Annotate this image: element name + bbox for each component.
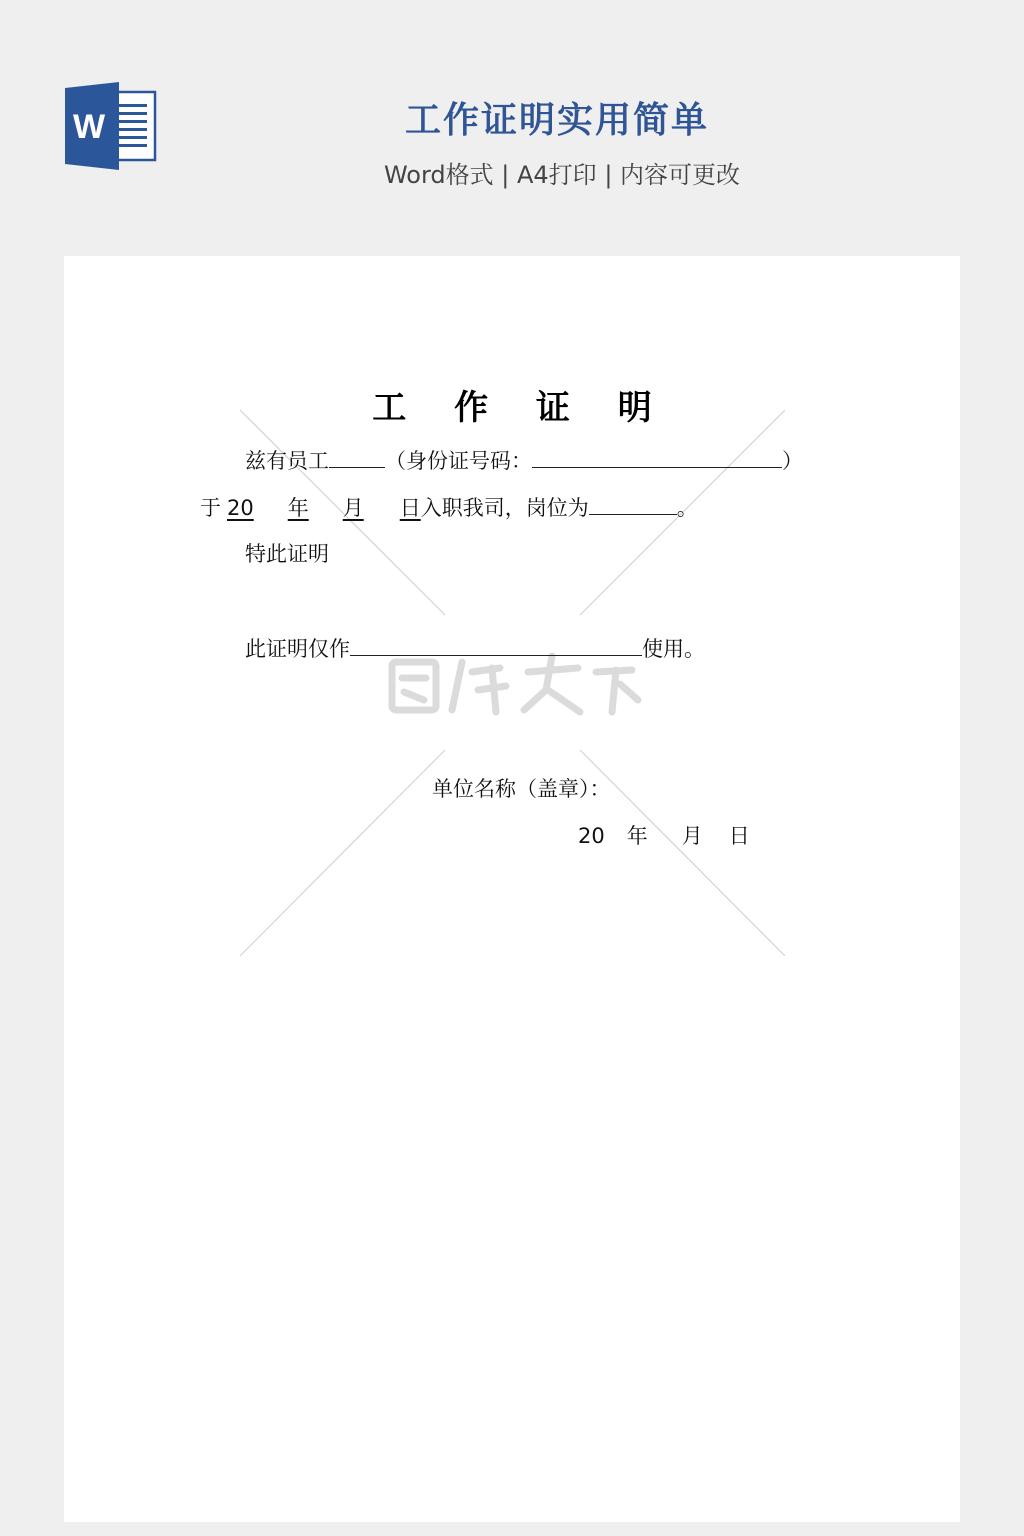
- entry-year-label: 年: [287, 496, 309, 520]
- sign-year-label: 年: [626, 824, 648, 848]
- usage-line: [245, 633, 705, 664]
- id-number-close: ）: [782, 449, 803, 473]
- org-seal-label: 单位名称（盖章）：: [432, 777, 611, 801]
- page-title: 工作证明实用简单: [404, 100, 709, 141]
- usage-suffix: 使用。: [642, 637, 705, 661]
- position-blank[interactable]: [589, 492, 677, 515]
- entry-date-field[interactable]: [227, 496, 421, 520]
- word-icon-letter: W: [72, 108, 106, 146]
- employee-label: 兹有员工: [245, 449, 329, 473]
- sign-day-label: 日: [728, 824, 750, 848]
- id-number-blank[interactable]: [532, 445, 782, 468]
- page-subtitle: Word格式 | A4打印 | 内容可更改: [383, 161, 741, 189]
- certify-text: 特此证明: [245, 542, 329, 566]
- signature-date: [578, 821, 750, 851]
- id-number-label: （身份证号码：: [385, 449, 532, 473]
- entry-prefix: 于: [200, 496, 221, 520]
- entry-line-end: 。: [676, 496, 698, 520]
- sign-year-prefix: 20: [578, 824, 605, 848]
- entry-day-label: 日: [399, 496, 421, 520]
- entry-date-line: [200, 492, 698, 523]
- entry-month-label: 月: [342, 496, 364, 520]
- sign-month-label: 月: [681, 824, 703, 848]
- usage-blank[interactable]: [350, 633, 642, 656]
- employee-name-blank[interactable]: [329, 445, 385, 468]
- usage-label: 此证明仅作: [245, 637, 350, 661]
- entry-year-prefix: 20: [227, 496, 254, 520]
- document-title: 工 作 证 明: [372, 388, 670, 428]
- position-label: 入职我司，岗位为: [420, 496, 589, 520]
- employee-line: [245, 445, 803, 476]
